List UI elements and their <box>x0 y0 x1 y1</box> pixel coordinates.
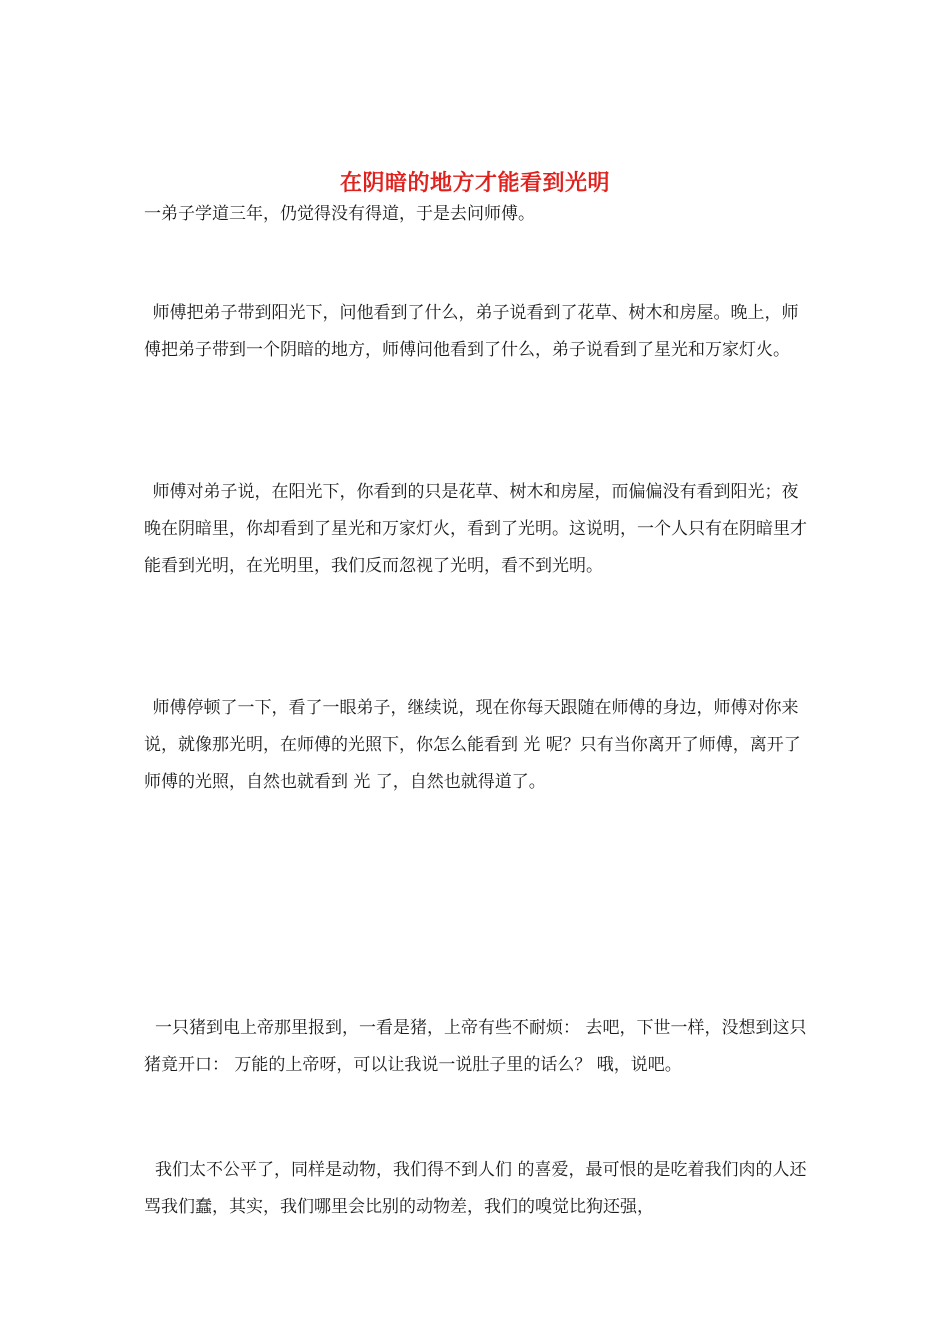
paragraph-6: 我们太不公平了，同样是动物，我们得不到人们 的喜爱，最可恨的是吃着我们肉的人还骂我们蠢，其实，我们哪里会比别的动物差，我们的嗅觉比狗还强， <box>144 1160 807 1217</box>
paragraph-3: 师傅对弟子说，在阳光下，你看到的只是花草、树木和房屋，而偏偏没有看到阳光；夜晚在阴暗里，你却看到了星光和万家灯火，看到了光明。这说明，一个人只有在阴暗里才能看到光明，在光明里，我们反而忽视了光明，看不到光明。 <box>144 482 807 576</box>
paragraph-1: 一弟子学道三年，仍觉得没有得道，于是去问师傅。 <box>144 204 535 224</box>
paragraph-2: 师傅把弟子带到阳光下，问他看到了什么，弟子说看到了花草、树木和房屋。晚上，师傅把弟子带到一个阴暗的地方，师傅问他看到了什么，弟子说看到了星光和万家灯火。 <box>144 303 799 360</box>
paragraph-5: 一只猪到电上帝那里报到，一看是猪，上帝有些不耐烦： 去吧，下世一样，没想到这只猪竟开口： 万能的上帝呀，可以让我说一说肚子里的话么？ 哦，说吧。 <box>144 1018 807 1075</box>
paragraph-4: 师傅停顿了一下，看了一眼弟子，继续说，现在你每天跟随在师傅的身边，师傅对你来说，就像那光明，在师傅的光照下，你怎么能看到 光 呢？只有当你离开了师傅，离开了师傅的光照，自然也就看到 光 了，自然也就得道了。 <box>144 698 801 792</box>
document-title: 在阴暗的地方才能看到光明 <box>339 169 610 196</box>
